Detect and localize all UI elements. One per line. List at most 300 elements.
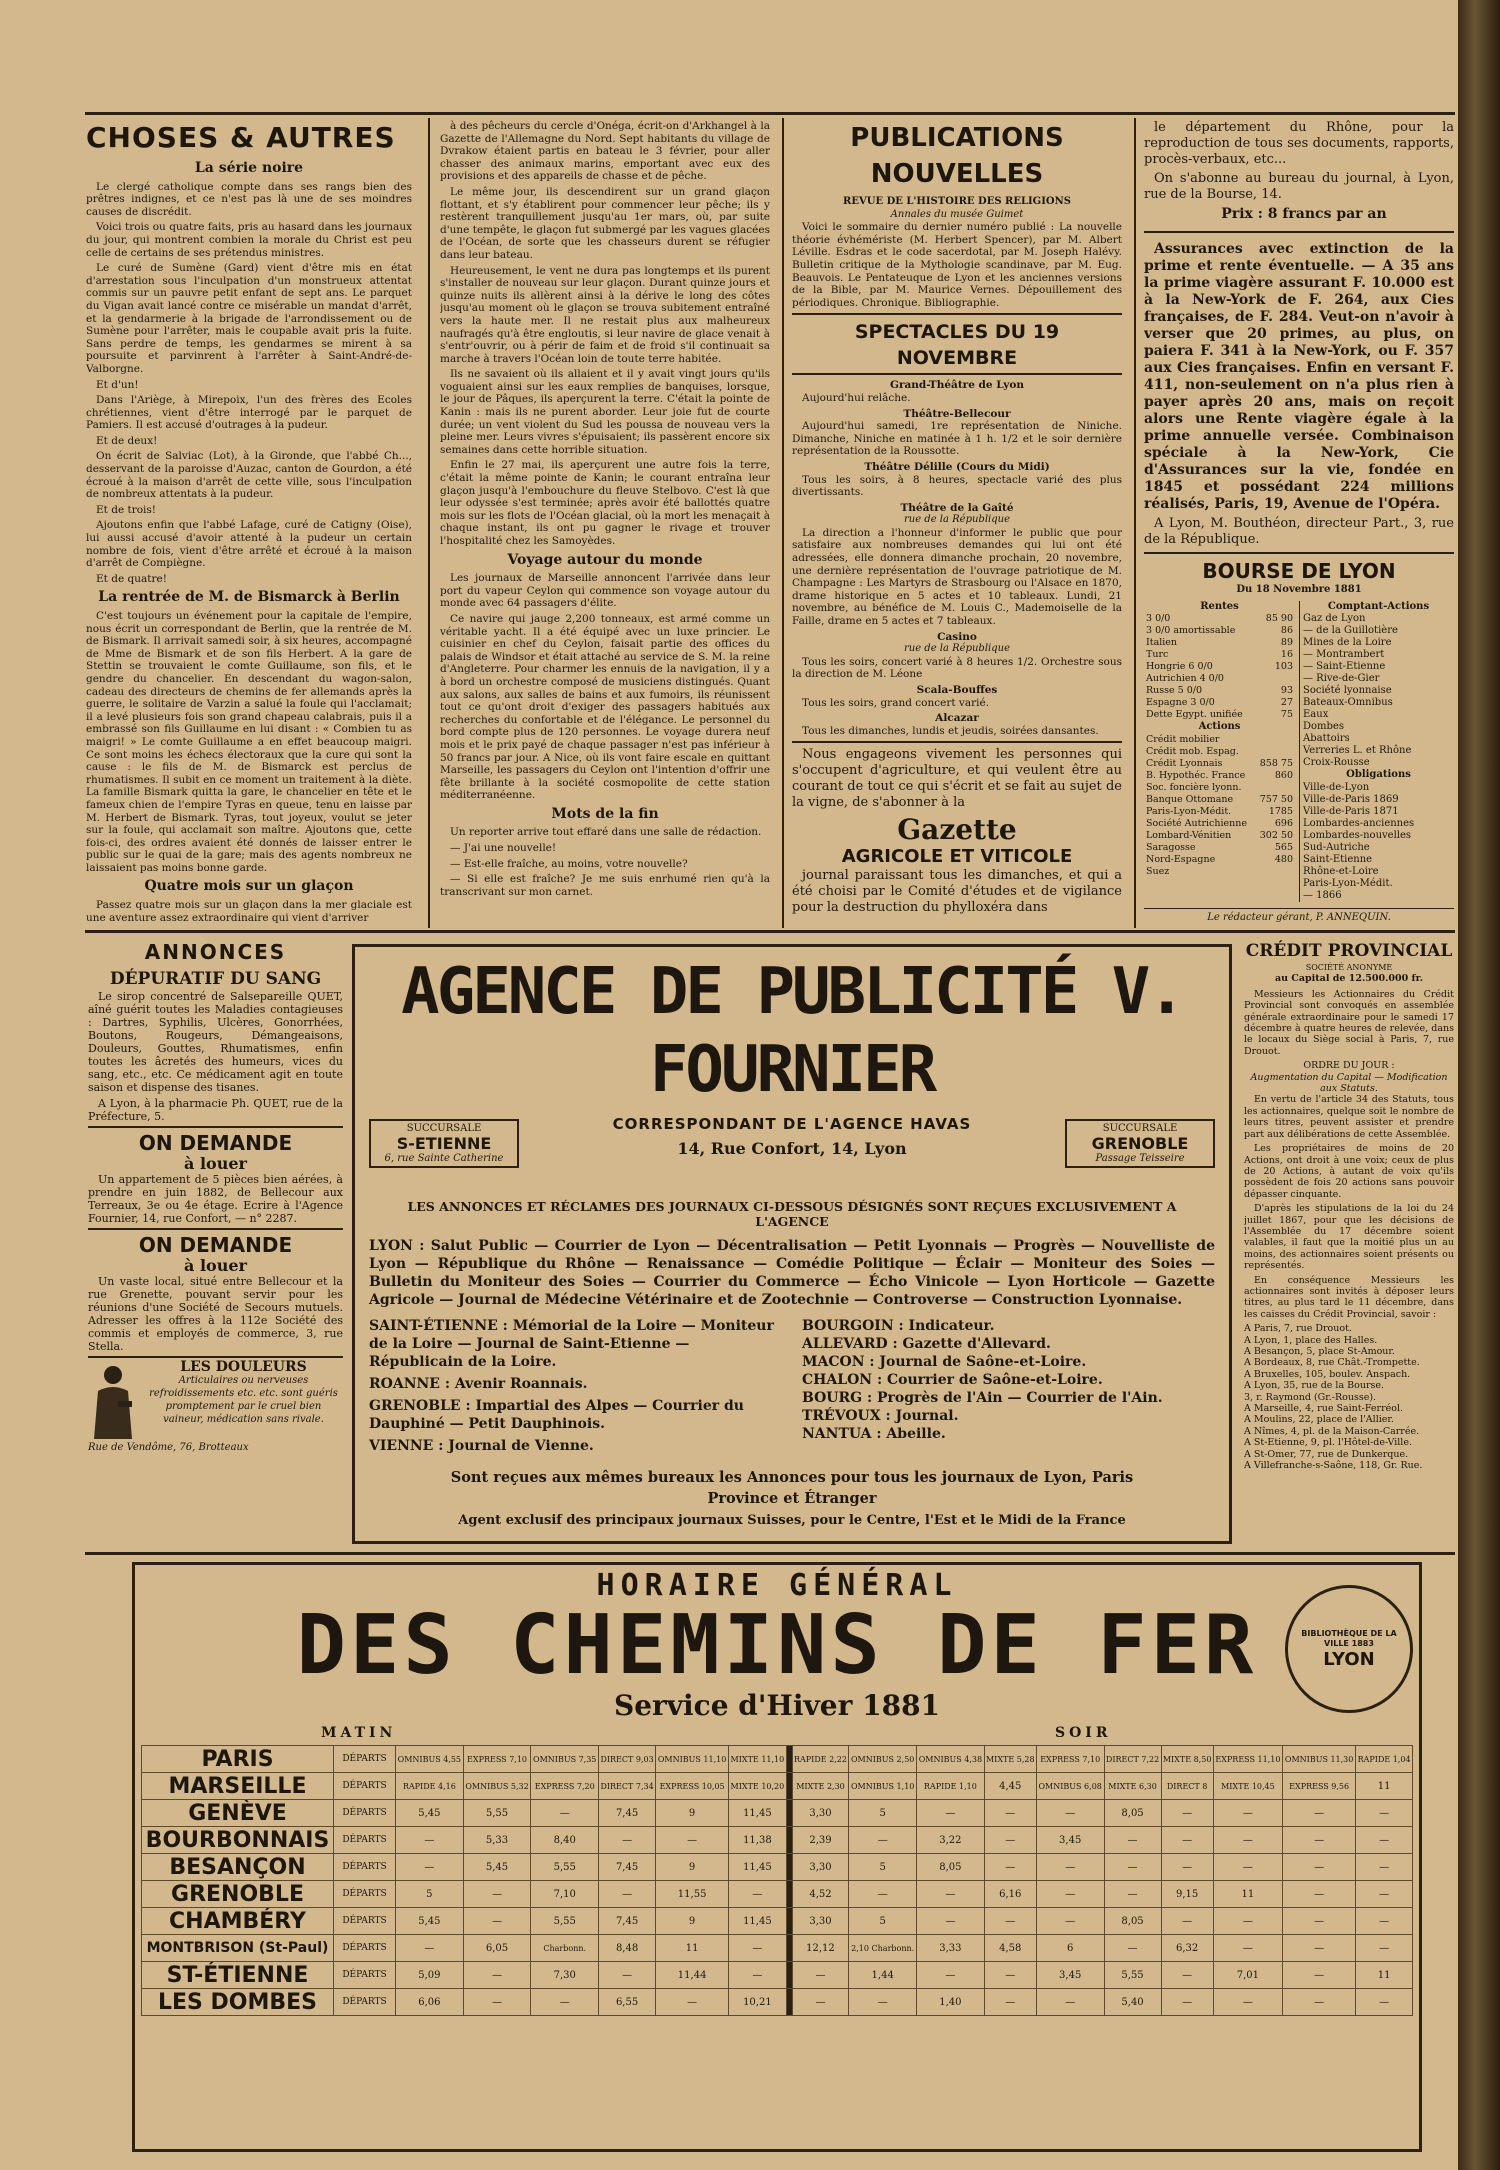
departure-time: 11,45	[729, 1800, 786, 1827]
station-name: PARIS	[142, 1746, 334, 1773]
bourse-label: Ville-de-Lyon	[1303, 781, 1370, 793]
departure-time: —	[531, 1989, 599, 2016]
departure-time: OMNIBUS 1,10	[849, 1773, 917, 1800]
bourse-value: 302 50	[1259, 829, 1293, 841]
succursale-address: Passage Teisseire	[1095, 1153, 1185, 1164]
departure-time: —	[984, 1989, 1036, 2016]
timetable-row	[142, 1854, 1413, 1881]
departure-time: —	[1356, 1935, 1413, 1962]
bourse-label: Sud-Autriche	[1303, 841, 1370, 853]
departure-time: 5,40	[1104, 1989, 1161, 2016]
departure-time: 4,45	[984, 1773, 1036, 1800]
departure-time: 4,58	[984, 1935, 1036, 1962]
departure-time: 5,55	[1104, 1962, 1161, 1989]
bourse-label: Turc	[1146, 649, 1169, 661]
on-demande-title: ON DEMANDE	[138, 1233, 293, 1257]
departure-time: —	[1213, 1908, 1282, 1935]
departure-time: —	[463, 1908, 531, 1935]
credit-agency: A Moulins, 22, place de l'Allier.	[1244, 1414, 1394, 1426]
railway-title-sub: Service d'Hiver 1881	[613, 1689, 941, 1722]
paragraph: Et de quatre!	[96, 572, 167, 585]
departure-time: —	[1161, 1962, 1213, 1989]
departure-time: OMNIBUS 7,35	[531, 1746, 599, 1773]
departure-time: 6,16	[984, 1881, 1036, 1908]
bourse-row	[1144, 770, 1295, 782]
annonces-heading: ANNONCES	[144, 940, 287, 964]
departure-time: OMNIBUS 11,10	[656, 1746, 729, 1773]
bourse-value: 16	[1280, 649, 1293, 661]
bourse-label: Gaz de Lyon	[1303, 613, 1366, 625]
departure-time: 5,33	[463, 1827, 531, 1854]
departure-time: —	[396, 1827, 464, 1854]
departure-time: 5,55	[531, 1908, 599, 1935]
departure-time: 5,45	[396, 1908, 464, 1935]
departure-time: 9,15	[1161, 1881, 1213, 1908]
departure-time: 7,30	[531, 1962, 599, 1989]
departure-time: 10,21	[729, 1989, 786, 2016]
bourse-row	[1144, 866, 1295, 878]
succursale-city: S-ETIENNE	[396, 1134, 492, 1153]
departure-time: —	[984, 1827, 1036, 1854]
departs-label: DÉPARTS	[334, 1989, 396, 2016]
departs-label: DÉPARTS	[334, 1746, 396, 1773]
revue-subheading: Annales du musée Guimet	[890, 208, 1024, 220]
departure-time: 5,09	[396, 1962, 464, 1989]
fournier-bourgoin: BOURGOIN : Indicateur.	[802, 1318, 995, 1334]
bourse-row	[1144, 854, 1295, 866]
departure-time: —	[599, 1827, 656, 1854]
departure-time: —	[792, 1989, 849, 2016]
departure-time: —	[1213, 1989, 1282, 2016]
bourse-value	[1255, 782, 1295, 794]
departure-time: —	[396, 1935, 464, 1962]
timetable-grid	[141, 1745, 1413, 2016]
departure-time: 3,45	[1036, 1827, 1104, 1854]
paragraph: le département du Rhône, pour la reproduction de tous ses documents, rapports, procès-verbaux, etc...	[1144, 120, 1454, 167]
bourse-label: Crédit mobilier	[1146, 733, 1220, 745]
bourse-value: 858 75	[1259, 757, 1293, 769]
departure-time: —	[463, 1881, 531, 1908]
gerant: Le rédacteur gérant, P. ANNEQUIN.	[1207, 911, 1391, 923]
departure-time: OMNIBUS 6,08	[1036, 1773, 1104, 1800]
column-divider	[782, 118, 784, 928]
departure-time: —	[1036, 1854, 1104, 1881]
fournier-grenoble: GRENOBLE : Impartial des Alpes — Courrier du Dauphiné — Petit Dauphinois.	[369, 1398, 744, 1432]
departure-time: EXPRESS 7,10	[1036, 1746, 1104, 1773]
departure-time: 9	[656, 1800, 729, 1827]
departure-time: —	[1356, 1881, 1413, 1908]
column-divider	[428, 118, 430, 928]
departs-label: DÉPARTS	[334, 1962, 396, 1989]
departure-time: 8,05	[1104, 1908, 1161, 1935]
paragraph: En conséquence Messieurs les actionnaires sont invités à déposer leurs titres, au plus tard le 11 décembre, dans les caisses du Crédit Provincial, savoir :	[1244, 1274, 1454, 1320]
paragraph: Messieurs les Actionnaires du Crédit Provincial sont convoqués en assemblée générale extraordinaire pour le samedi 17 décembre à quatre heures de relevée, dans le locaux du Siège social à Paris, 7, rue Drouot.	[1244, 988, 1454, 1057]
section-title-publications: PUBLICATIONS NOUVELLES	[850, 123, 1064, 189]
bourse-label: Bateaux-Omnibus	[1303, 697, 1393, 709]
departure-time: MIXTE 8,50	[1161, 1746, 1213, 1773]
column-articles	[440, 120, 770, 925]
bourse-label: — 1866	[1303, 889, 1342, 901]
fournier-title: AGENCE DE PUBLICITÉ V. FOURNIER	[401, 955, 1183, 1107]
bourse-value	[1255, 746, 1295, 758]
departure-time: 3,30	[792, 1854, 849, 1881]
fournier-macon: MACON : Journal de Saône-et-Loire.	[802, 1354, 1087, 1370]
bourse-row	[1144, 673, 1295, 685]
paragraph: Enfin le 27 mai, ils aperçurent une autre fois la terre, c'était la même pointe de Kanin; le courant entraîna leur glaçon jusqu'à l'embouchure du fleuve Stelbovo. C'est là que leur odyssée s'est terminée; après avoir été ballottés quatre mois sur les flots de l'Océan glacial, où la mort les menaçait à chaque instant, ils ont pu gagner le rivage et trouver l'hospitalité chez les Samoyèdes.	[440, 459, 770, 547]
bottom-rule	[85, 1552, 1455, 1555]
bourse-label: 3 0/0	[1146, 613, 1171, 625]
departure-time: —	[984, 1962, 1036, 1989]
bourse-row	[1144, 794, 1295, 806]
departure-time: 3,22	[917, 1827, 985, 1854]
departure-time: RAPIDE 1,04	[1356, 1746, 1413, 1773]
library-stamp	[1285, 1585, 1413, 1713]
departs-label: DÉPARTS	[334, 1800, 396, 1827]
paragraph: Tous les soirs, à 8 heures, spectacle varié des plus divertissants.	[792, 473, 1122, 499]
bourse-subhead: Comptant-Actions	[1327, 600, 1430, 612]
column-publications	[792, 120, 1122, 925]
succursale-grenoble	[1065, 1119, 1215, 1168]
departure-time: 6,55	[599, 1989, 656, 2016]
departure-time: —	[1283, 1989, 1356, 2016]
departure-time: —	[1283, 1881, 1356, 1908]
departure-time: —	[849, 1989, 917, 2016]
bourse-label: Crédit Lyonnais	[1146, 757, 1223, 769]
bourse-value: 696	[1274, 817, 1293, 829]
bourse-label: Dombes	[1303, 721, 1344, 733]
bourse-label: Société lyonnaise	[1303, 685, 1392, 697]
bourse-row	[1144, 758, 1295, 770]
bourse-label: Lombard-Vénitien	[1146, 829, 1232, 841]
bourse-label: Suez	[1146, 865, 1170, 877]
credit-agency: A Nîmes, 4, pl. de la Maison-Carrée.	[1244, 1425, 1420, 1437]
bourse-row	[1144, 830, 1295, 842]
departure-time: MIXTE 11,10	[729, 1746, 786, 1773]
bourse-label: Ville-de-Paris 1869	[1303, 793, 1399, 805]
page-binding-edge	[1458, 0, 1500, 2170]
paragraph: Et d'un!	[96, 378, 139, 391]
matin-label: MATIN	[321, 1725, 397, 1741]
departure-time: —	[1356, 1989, 1413, 2016]
bourse-label: Soc. foncière lyonn.	[1146, 781, 1242, 793]
departure-time: —	[1283, 1935, 1356, 1962]
heading-voyage: Voyage autour du monde	[507, 551, 703, 568]
paragraph: Aujourd'hui relâche.	[802, 391, 911, 404]
departure-time: MIXTE 10,45	[1213, 1773, 1282, 1800]
departure-time: 7,45	[599, 1854, 656, 1881]
theatre-name: Casino	[937, 630, 977, 643]
bourse-value: 1785	[1268, 805, 1293, 817]
departure-time: —	[1213, 1800, 1282, 1827]
fournier-footer-3: Agent exclusif des principaux journaux Suisses, pour le Centre, l'Est et le Midi de la France	[458, 1513, 1126, 1528]
fournier-footer-2: Province et Étranger	[707, 1490, 877, 1507]
departure-time: —	[1213, 1935, 1282, 1962]
paragraph: La direction a l'honneur d'informer le public que pour satisfaire aux nombreuses demandes qui lui ont été adressées, elle donnera dimanche prochain, 20 novembre, une dernière représentation de l'ouvrage patriotique de M. Champagne : Les Martyrs de Strasbourg ou l'Alsace en 1870, drame historique en 5 actes et 10 tableaux. Lundi, 21 novembre, au bénéfice de M. Louis C., Mademoiselle de la Faille, drame en 5 actes et 7 tableaux.	[792, 526, 1122, 628]
departure-time: EXPRESS 10,05	[656, 1773, 729, 1800]
bourse-label: Paris-Lyon-Médit.	[1146, 805, 1232, 817]
bourse-value	[1255, 866, 1295, 878]
bourse-row	[1144, 613, 1295, 625]
bourse-value	[1259, 673, 1295, 685]
section-title-spectacles: SPECTACLES DU 19 NOVEMBRE	[854, 321, 1060, 370]
fournier-lyon: LYON : Salut Public — Courrier de Lyon — Décentralisation — Petit Lyonnais — Progrès — Nouvelliste de Lyon — République du Rhône — Renaissance — Comédie Politique — Éclair — Moniteur des Soies — Bulletin du Moniteur des Soies — Courrier du Commerce — Écho Vinicole — Lyon Horticole — Gazette Agricole — Journal de Médecine Vétérinaire et de Zootechnie — Controverse — Construction Lyonnaise.	[369, 1238, 1215, 1308]
departure-time: 11,44	[656, 1962, 729, 1989]
succursale-label: SUCCURSALE	[406, 1123, 482, 1134]
departure-time: —	[1161, 1827, 1213, 1854]
credit-agency: A Marseille, 4, rue Saint-Ferréol.	[1244, 1403, 1404, 1415]
paragraph: Ajoutons enfin que l'abbé Lafage, curé de Catigny (Oise), lui aussi accusé d'avoir attenté à la pudeur un certain nombre de fois, vient d'être arrêté et écroué à la maison d'arrêt de Compiègne.	[86, 519, 412, 570]
departure-time: OMNIBUS 11,30	[1283, 1746, 1356, 1773]
gazette-title: Gazette	[897, 813, 1017, 847]
bourse-label: Hongrie 6 0/0	[1146, 661, 1213, 673]
bourse-value: 480	[1274, 853, 1293, 865]
departure-time: 3,30	[792, 1908, 849, 1935]
paragraph: Ils ne savaient où ils allaient et il y avait vingt jours qu'ils voguaient ainsi sur les eaux remplies de banquises, lorsque, le jour de Pâques, ils aperçurent la terre. C'était la pointe de Kanin : mais ils ne purent aborder. Leur joie fut de courte durée; un vent violent du Sud les poussa de nouveau vers la pleine mer. Leurs vivres s'épuisaient; ils passèrent encore six semaines dans cette horrible situation.	[440, 368, 770, 456]
departure-time: —	[917, 1881, 985, 1908]
bourse-value: 757 50	[1259, 793, 1293, 805]
bourse-value	[1255, 734, 1295, 746]
fournier-nantua: NANTUA : Abeille.	[802, 1426, 946, 1442]
departure-time: 11	[1356, 1773, 1413, 1800]
bourse-label: Croix-Rousse	[1303, 757, 1370, 769]
paragraph: Tous les soirs, grand concert varié.	[802, 696, 990, 709]
departure-time: OMNIBUS 4,55	[396, 1746, 464, 1773]
station-name: BESANÇON	[142, 1854, 334, 1881]
credit-agency: A Villefranche-s-Saône, 118, Gr. Rue.	[1244, 1460, 1423, 1472]
paragraph: — Est-elle fraîche, au moins, votre nouvelle?	[450, 857, 688, 870]
timetable-row	[142, 1962, 1413, 1989]
paragraph: Et de deux!	[96, 434, 158, 447]
timetable-row	[142, 1827, 1413, 1854]
bourse-row	[1144, 637, 1295, 649]
station-name: GRENOBLE	[142, 1881, 334, 1908]
departure-time: —	[917, 1962, 985, 1989]
station-name: LES DOMBES	[142, 1989, 334, 2016]
departure-time: —	[1036, 1989, 1104, 2016]
departure-time: —	[984, 1908, 1036, 1935]
bourse-label: Crédit mob. Espag.	[1146, 745, 1239, 757]
departure-time: DIRECT 8	[1161, 1773, 1213, 1800]
theatre-address: rue de la République	[903, 643, 1010, 655]
departure-time: MIXTE 2,30	[792, 1773, 849, 1800]
paragraph: Un vaste local, situé entre Bellecour et la rue Grenette, pouvant servir pour les réunions d'une Société de Secours mutuels. Adresser les offres à la 112e Société des commis et employés de commerce, 3, rue Stella.	[88, 1275, 343, 1353]
departure-time: 6,06	[396, 1989, 464, 2016]
railway-title-top: HORAIRE GÉNÉRAL	[596, 1568, 958, 1603]
bourse-label: Dette Egypt. unifiée	[1146, 709, 1243, 721]
departure-time: EXPRESS 7,10	[463, 1746, 531, 1773]
bourse-label: Mines de la Loire	[1303, 637, 1392, 649]
heading-glacon: Quatre mois sur un glaçon	[144, 878, 354, 895]
succursale-address: 6, rue Sainte Catherine	[384, 1153, 504, 1164]
bourse-value: 565	[1274, 841, 1293, 853]
station-name: CHAMBÉRY	[142, 1908, 334, 1935]
column-divider	[1134, 118, 1136, 928]
bourse-label: Lombardes-anciennes	[1303, 817, 1415, 829]
departure-time: —	[1036, 1881, 1104, 1908]
on-demande-sub: à louer	[184, 1154, 247, 1173]
departure-time: 11	[1356, 1962, 1413, 1989]
paragraph: journal paraissant tous les dimanches, et qui a été choisi par le Comité d'études et de vigilance pour la destruction du phylloxéra dans	[792, 868, 1122, 916]
departure-time: 11,45	[729, 1908, 786, 1935]
departure-time: 11,45	[729, 1854, 786, 1881]
credit-agency: A Paris, 7, rue Drouot.	[1244, 1323, 1352, 1335]
departure-time: —	[1283, 1827, 1356, 1854]
theatre-name: Théâtre Délille (Cours du Midi)	[864, 460, 1050, 473]
railway-title-main: DES CHEMINS DE FER	[296, 1598, 1258, 1693]
paragraph: Et de trois!	[96, 503, 157, 516]
paragraph: Voici le sommaire du dernier numéro publié : La nouvelle théorie évhémériste (M. Herbert Spencer), par M. Albert Léville. Esdras et le code sacerdotal, par M. Joseph Halévy. Bulletin critique de la Mythologie scandinave, par M. Eug. Beauvois. Le Pentateuque de Lyon et les anciennes versions de la Bible, par M. Maurice Vernes. Dépouillement des périodiques. Chronique. Bibliographie.	[792, 221, 1122, 309]
heading-mots-fin: Mots de la fin	[551, 805, 659, 822]
fournier-footer-1: Sont reçues aux mêmes bureaux les Annonces pour tous les journaux de Lyon, Paris	[450, 1469, 1134, 1486]
departure-time: —	[1104, 1827, 1161, 1854]
bourse-label: Verreries L. et Rhône	[1303, 745, 1412, 757]
column-choses-autres	[86, 120, 412, 925]
credit-agency: A St-Omer, 77, rue de Dunkerque.	[1244, 1448, 1409, 1460]
credit-agency: 3, r. Raymond (Gr.-Rousse).	[1244, 1391, 1377, 1403]
fournier-roanne: ROANNE : Avenir Roannais.	[369, 1376, 588, 1392]
bourse-label: Saint-Etienne	[1303, 853, 1373, 865]
departure-time: MIXTE 5,28	[984, 1746, 1036, 1773]
station-name: GENÈVE	[142, 1800, 334, 1827]
theatre-name: Grand-Théâtre de Lyon	[890, 379, 1024, 392]
departs-label: DÉPARTS	[334, 1908, 396, 1935]
departure-time: —	[849, 1827, 917, 1854]
departure-time: 8,05	[1104, 1800, 1161, 1827]
credit-agency: A Besançon, 5, place St-Amour.	[1244, 1346, 1395, 1357]
succursale-st-etienne	[369, 1119, 519, 1168]
departure-time: MIXTE 6,30	[1104, 1773, 1161, 1800]
departure-time: —	[599, 1881, 656, 1908]
bourse-label: Paris-Lyon-Médit.	[1303, 877, 1393, 889]
departure-time: —	[1283, 1908, 1356, 1935]
departure-time: —	[792, 1962, 849, 1989]
timetable-row	[142, 1989, 1413, 2016]
paragraph: Ce navire qui jauge 2,200 tonneaux, est armé comme un véritable yacht. Il a été équipé avec un luxe princier. Le cuisinier en chef du Ceylon, faisait partie des offices du palais de Windsor et était attaché au service de S. M. la reine d'Angleterre. Pour charmer les ennuis de la navigation, il y a à bord un orchestre composé de musiciens distingués. Quant aux salons, aux salles de bains et aux fumoirs, ils réunissent tout ce qu'ont droit d'exiger des passagers habitués aux recherches du confortable et de l'élégance. Le personnel du bord compte plus de 120 personnes. Le voyage durera neuf mois et le prix payé de chaque passager n'est pas inférieur à 50 francs par jour. A Nice, où ils vont faire escale en quittant Marseille, les passagers du Ceylon ont l'intention d'offrir une fête brillante à la société cosmopolite de cette station méditerranéenne.	[440, 612, 770, 802]
on-demande-sub: à louer	[184, 1256, 247, 1275]
doctor-figure-icon	[88, 1361, 138, 1441]
douleurs-title: LES DOULEURS	[180, 1359, 307, 1375]
departure-time: —	[1356, 1854, 1413, 1881]
departure-time: 7,45	[599, 1908, 656, 1935]
fournier-st-etienne: SAINT-ÉTIENNE : Mémorial de la Loire — Moniteur de la Loire — Journal de Saint-Etienne — Républicain de la Loire.	[369, 1318, 774, 1370]
bourse-label: Rhône-et-Loire	[1303, 865, 1379, 877]
paragraph: Tous les soirs, concert varié à 8 heures 1/2. Orchestre sous la direction de M. Léone	[792, 655, 1122, 681]
bourse-row	[1144, 661, 1295, 673]
timetable-row	[142, 1800, 1413, 1827]
bourse-label: Abattoirs	[1303, 733, 1350, 745]
timetable-row	[142, 1746, 1413, 1773]
departs-label: DÉPARTS	[334, 1854, 396, 1881]
departure-time: RAPIDE 2,22	[792, 1746, 849, 1773]
bourse-label: — Montrambert	[1303, 649, 1385, 661]
paragraph: Passez quatre mois sur un glaçon dans la mer glaciale est une aventure assez extraordinaire qui vient d'arriver	[86, 899, 412, 924]
credit-agency: A Bruxelles, 105, boulev. Anspach.	[1244, 1368, 1411, 1380]
departure-time: —	[1161, 1989, 1213, 2016]
top-rule	[85, 112, 1455, 115]
station-name: ST-ÉTIENNE	[142, 1962, 334, 1989]
fournier-vienne: VIENNE : Journal de Vienne.	[369, 1438, 594, 1454]
departure-time: 2,39	[792, 1827, 849, 1854]
departure-time: 5,55	[531, 1854, 599, 1881]
fournier-chalon: CHALON : Courrier de Saône-et-Loire.	[802, 1372, 1103, 1388]
bourse-value: 103	[1274, 661, 1293, 673]
departure-time: 4,52	[792, 1881, 849, 1908]
departure-time: —	[984, 1800, 1036, 1827]
departure-time: —	[1213, 1854, 1282, 1881]
departure-time: 12,12	[792, 1935, 849, 1962]
paragraph: Tous les dimanches, lundis et jeudis, soirées dansantes.	[802, 724, 1099, 737]
bourse-label: Saragosse	[1146, 841, 1196, 853]
departure-time: 8,40	[531, 1827, 599, 1854]
fournier-ad	[352, 944, 1232, 1544]
fournier-correspondant: CORRESPONDANT DE L'AGENCE HAVAS	[612, 1115, 972, 1133]
credit-title: CRÉDIT PROVINCIAL	[1245, 941, 1453, 961]
paragraph: D'après les stipulations de la loi du 24 juillet 1867, pour que les décisions de l'Assemblée du 17 décembre soient valables, il faut que la moitié plus un au moins, des actionnaires soient présents ou représentés.	[1244, 1203, 1454, 1272]
departure-time: —	[396, 1854, 464, 1881]
heading-serie-noire: La série noire	[194, 160, 304, 176]
departure-time: 2,10 Charbonn.	[849, 1935, 917, 1962]
douleurs-address: Rue de Vendôme, 76, Brotteaux	[88, 1442, 249, 1453]
theatre-address: rue de la République	[903, 514, 1010, 526]
station-name: MARSEILLE	[142, 1773, 334, 1800]
bourse-label: Nord-Espagne	[1146, 853, 1216, 865]
departure-time: —	[1104, 1854, 1161, 1881]
departure-time: OMNIBUS 4,38	[917, 1746, 985, 1773]
succursale-city: GRENOBLE	[1091, 1134, 1189, 1153]
departure-time: —	[917, 1800, 985, 1827]
heading-bismarck: La rentrée de M. de Bismarck à Berlin	[98, 589, 400, 606]
paragraph: C'est toujours un événement pour la capitale de l'empire, nous écrit un correspondant de Berlin, que la rentrée de M. de Bismark. Il arrivait samedi soir, à six heures, accompagné de Mme de Bismark et de son fils Herbert. A la gare de Stettin se trouvaient le comte Guillaume, son fils, et le gendre du chancelier. En descendant du wagon-salon, cadeau des directeurs de chemins de fer allemands après la guerre, le solitaire de Varzin a salué la foule qui l'acclamait; il a levé plusieurs fois son grand chapeau calabrais, puis il a embrassé son fils Guillaume en lui disant : « Combien tu as maigri! » Le comte Guillaume a en effet beaucoup maigri. Ce sont moins les échecs électoraux que la cure qui sont la cause : le fils de M. de Bismarck est perclus de rhumatismes. Il subit en ce moment un traitement à la diète. La famille Bismark quitta la gare, le chancelier en tête et le fameux chien de l'empire Tyras en queue, tenu en laisse par M. Herbert de Bismark. Tyras, tout joyeux, voulut se jeter sur la foule, qui acclamait son maître. Ajoutons que, cette fois-ci, des ordres avaient été donnés de laisser entrer le public sur le quai de la gare; mais des agents nombreux ne laissaient pas moins bonne garde.	[86, 610, 412, 874]
paragraph: Aujourd'hui samedi, 1re représentation de Niniche. Dimanche, Niniche en matinée à 1 h. 1/2 et le soir dernière représentation de la Roussotte.	[792, 420, 1122, 458]
station-name: BOURBONNAIS	[142, 1827, 334, 1854]
bourse-label: Société Autrichienne	[1146, 817, 1248, 829]
bourse-value: 86	[1280, 625, 1293, 637]
stamp-ring-text: BIBLIOTHÈQUE DE LA VILLE 1883	[1301, 1628, 1397, 1648]
departure-time: 6,05	[463, 1935, 531, 1962]
departure-time: —	[1213, 1827, 1282, 1854]
departure-time: —	[656, 1989, 729, 2016]
paragraph: Dans l'Ariège, à Mirepoix, l'un des frères des Ecoles chrétiennes, vient d'être interrogé par le parquet de Pamiers. Il est accusé d'outrages à la pudeur.	[86, 394, 412, 432]
bourse-title: BOURSE DE LYON	[1202, 559, 1396, 583]
departs-label: DÉPARTS	[334, 1935, 396, 1962]
departure-time: 6	[1036, 1935, 1104, 1962]
departure-time: 9	[656, 1908, 729, 1935]
bourse-value: 75	[1280, 709, 1293, 721]
departure-time: 3,45	[1036, 1962, 1104, 1989]
bourse-label: Banque Ottomane	[1146, 793, 1234, 805]
bourse-label: Italien	[1146, 637, 1178, 649]
departure-time: 5	[849, 1800, 917, 1827]
departure-time: —	[1036, 1908, 1104, 1935]
departure-time: —	[531, 1800, 599, 1827]
paragraph: — Si elle est fraîche? Je me suis enrhumé rien qu'à la transcrivant sur mon carnet.	[440, 873, 770, 898]
departure-time: 1,44	[849, 1962, 917, 1989]
bourse-label: — Saint-Etienne	[1303, 661, 1386, 673]
departure-time: —	[656, 1827, 729, 1854]
departure-time: —	[917, 1908, 985, 1935]
departure-time: EXPRESS 9,56	[1283, 1773, 1356, 1800]
station-name: MONTBRISON (St-Paul)	[142, 1935, 334, 1962]
fournier-bourg: BOURG : Progrès de l'Ain — Courrier de l'Ain.	[802, 1390, 1163, 1406]
departure-time: —	[1356, 1908, 1413, 1935]
departure-time: 3,33	[917, 1935, 985, 1962]
bourse-value: 93	[1280, 685, 1293, 697]
bourse-value: 85 90	[1265, 613, 1293, 625]
bourse-label: B. Hypothéc. France	[1146, 769, 1246, 781]
departure-time: 5,45	[396, 1800, 464, 1827]
departure-time: 5,45	[463, 1854, 531, 1881]
departure-time: —	[1161, 1908, 1213, 1935]
